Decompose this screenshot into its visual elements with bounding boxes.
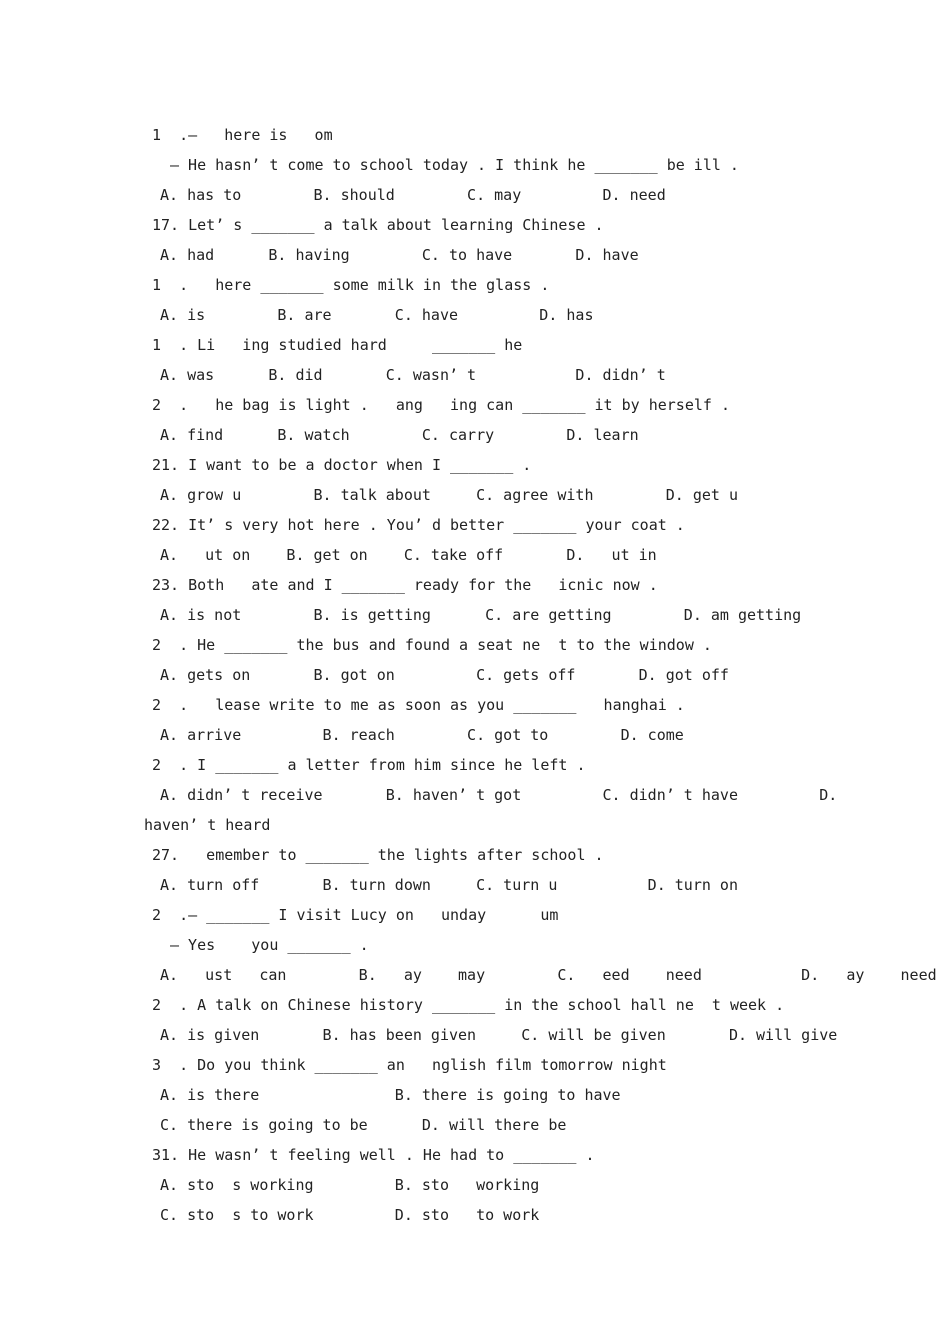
- text-line: A. find B. watch C. carry D. learn: [160, 426, 639, 444]
- text-line: 23. Both ate and I _______ ready for the icnic now .: [152, 576, 658, 594]
- text-line: A. is not B. is getting C. are getting D. am getting: [160, 606, 802, 624]
- text-line: A. is given B. has been given C. will be given D. will give: [160, 1026, 838, 1044]
- text-line: — Yes you _______ .: [170, 936, 369, 954]
- text-line: 3 . Do you think _______ an nglish film tomorrow night: [152, 1056, 667, 1074]
- text-line: 2 . He _______ the bus and found a seat ne t to the window .: [152, 636, 712, 654]
- text-line: A. grow u B. talk about C. agree with D. get u: [160, 486, 738, 504]
- text-line: 2 . lease write to me as soon as you _______ hanghai .: [152, 696, 685, 714]
- text-line: A. had B. having C. to have D. have: [160, 246, 639, 264]
- text-line: A. is there B. there is going to have: [160, 1086, 621, 1104]
- text-line: 1 . here _______ some milk in the glass .: [152, 276, 550, 294]
- text-line: 2 .— _______ I visit Lucy on unday um: [152, 906, 559, 924]
- text-line: A. didn’ t receive B. haven’ t got C. didn’ t have D.: [160, 786, 838, 804]
- text-line: 1 . Li ing studied hard _______ he: [152, 336, 523, 354]
- text-line: 27. emember to _______ the lights after school .: [152, 846, 604, 864]
- text-line: — He hasn’ t come to school today . I think he _______ be ill .: [170, 156, 739, 174]
- text-line: C. there is going to be D. will there be: [160, 1116, 567, 1134]
- text-line: 22. It’ s very hot here . You’ d better _______ your coat .: [152, 516, 685, 534]
- text-line: 2 . A talk on Chinese history _______ in the school hall ne t week .: [152, 996, 785, 1014]
- text-line: 1 .— here is om: [152, 126, 333, 144]
- text-line: 2 . he bag is light . ang ing can _______ it by herself .: [152, 396, 730, 414]
- text-line: A. has to B. should C. may D. need: [160, 186, 666, 204]
- text-line: A. was B. did C. wasn’ t D. didn’ t: [160, 366, 666, 384]
- text-line: A. gets on B. got on C. gets off D. got off: [160, 666, 729, 684]
- text-line: 2 . I _______ a letter from him since he left .: [152, 756, 586, 774]
- text-line: A. arrive B. reach C. got to D. come: [160, 726, 684, 744]
- text-line: A. is B. are C. have D. has: [160, 306, 594, 324]
- text-line: 21. I want to be a doctor when I _______ .: [152, 456, 532, 474]
- text-line: A. turn off B. turn down C. turn u D. turn on: [160, 876, 738, 894]
- text-line: A. ut on B. get on C. take off D. ut in: [160, 546, 657, 564]
- text-line: 31. He wasn’ t feeling well . He had to _______ .: [152, 1146, 595, 1164]
- text-line: 17. Let’ s _______ a talk about learning Chinese .: [152, 216, 604, 234]
- text-line: haven’ t heard: [144, 816, 271, 834]
- text-line: A. ust can B. ay may C. eed need D. ay need: [160, 966, 937, 984]
- text-line: C. sto s to work D. sto to work: [160, 1206, 540, 1224]
- text-line: A. sto s working B. sto working: [160, 1176, 540, 1194]
